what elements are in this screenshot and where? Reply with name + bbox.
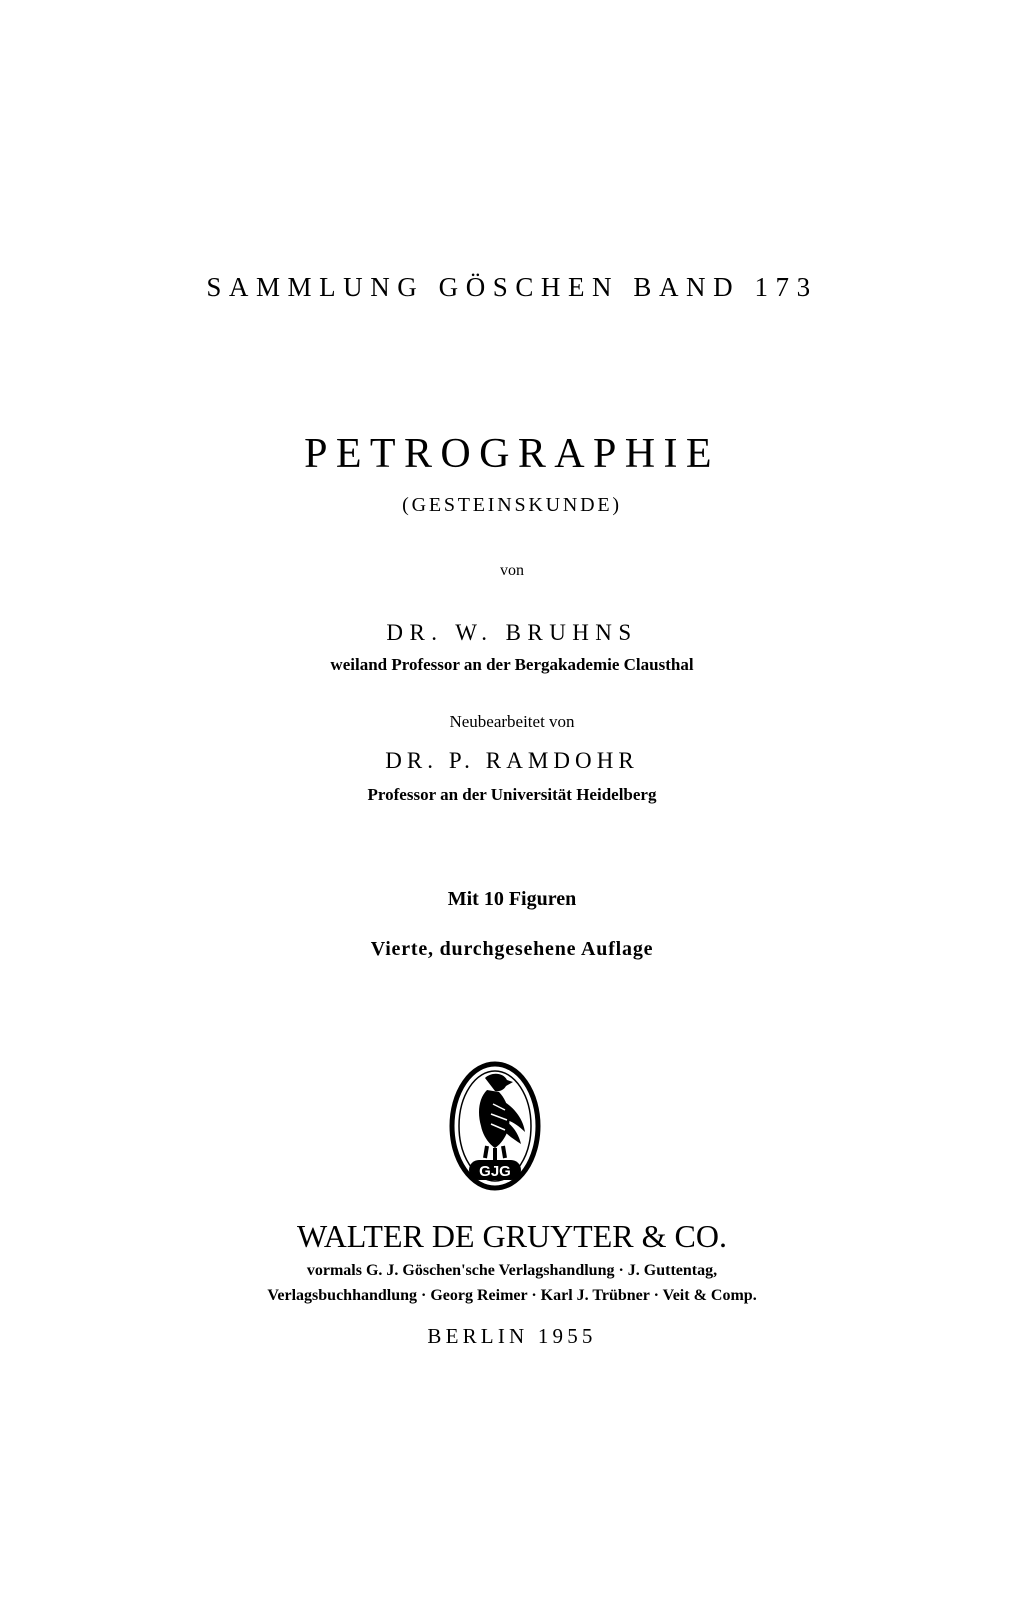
book-title: PETROGRAPHIE	[304, 431, 720, 477]
publisher-formerly-line1: vormals G. J. Göschen'sche Verlagshandlung · J. Guttentag,	[306, 1262, 718, 1279]
publisher-name: WALTER DE GRUYTER & CO.	[297, 1218, 727, 1254]
series-line: SAMMLUNG GÖSCHEN BAND 173	[206, 272, 818, 302]
eagle-emblem-icon	[449, 1060, 541, 1192]
by-label: von	[500, 562, 524, 579]
publisher-formerly-line2: Verlagsbuchhandlung · Georg Reimer · Karl J. Trübner · Veit & Comp.	[267, 1287, 757, 1304]
publication-place-year: BERLIN 1955	[427, 1324, 597, 1348]
figures-note: Mit 10 Figuren	[447, 888, 577, 910]
author-name: DR. W. BRUHNS	[386, 620, 638, 645]
logo-monogram: GJG	[479, 1163, 511, 1180]
reviser-name: DR. P. RAMDOHR	[385, 748, 639, 773]
book-subtitle: (GESTEINSKUNDE)	[402, 494, 622, 516]
revision-note: Neubearbeitet von	[449, 712, 575, 731]
edition-note: Vierte, durchgesehene Auflage	[370, 938, 654, 960]
reviser-affiliation: Professor an der Universität Heidelberg	[367, 785, 657, 804]
author-affiliation: weiland Professor an der Bergakademie Clausthal	[330, 655, 694, 674]
